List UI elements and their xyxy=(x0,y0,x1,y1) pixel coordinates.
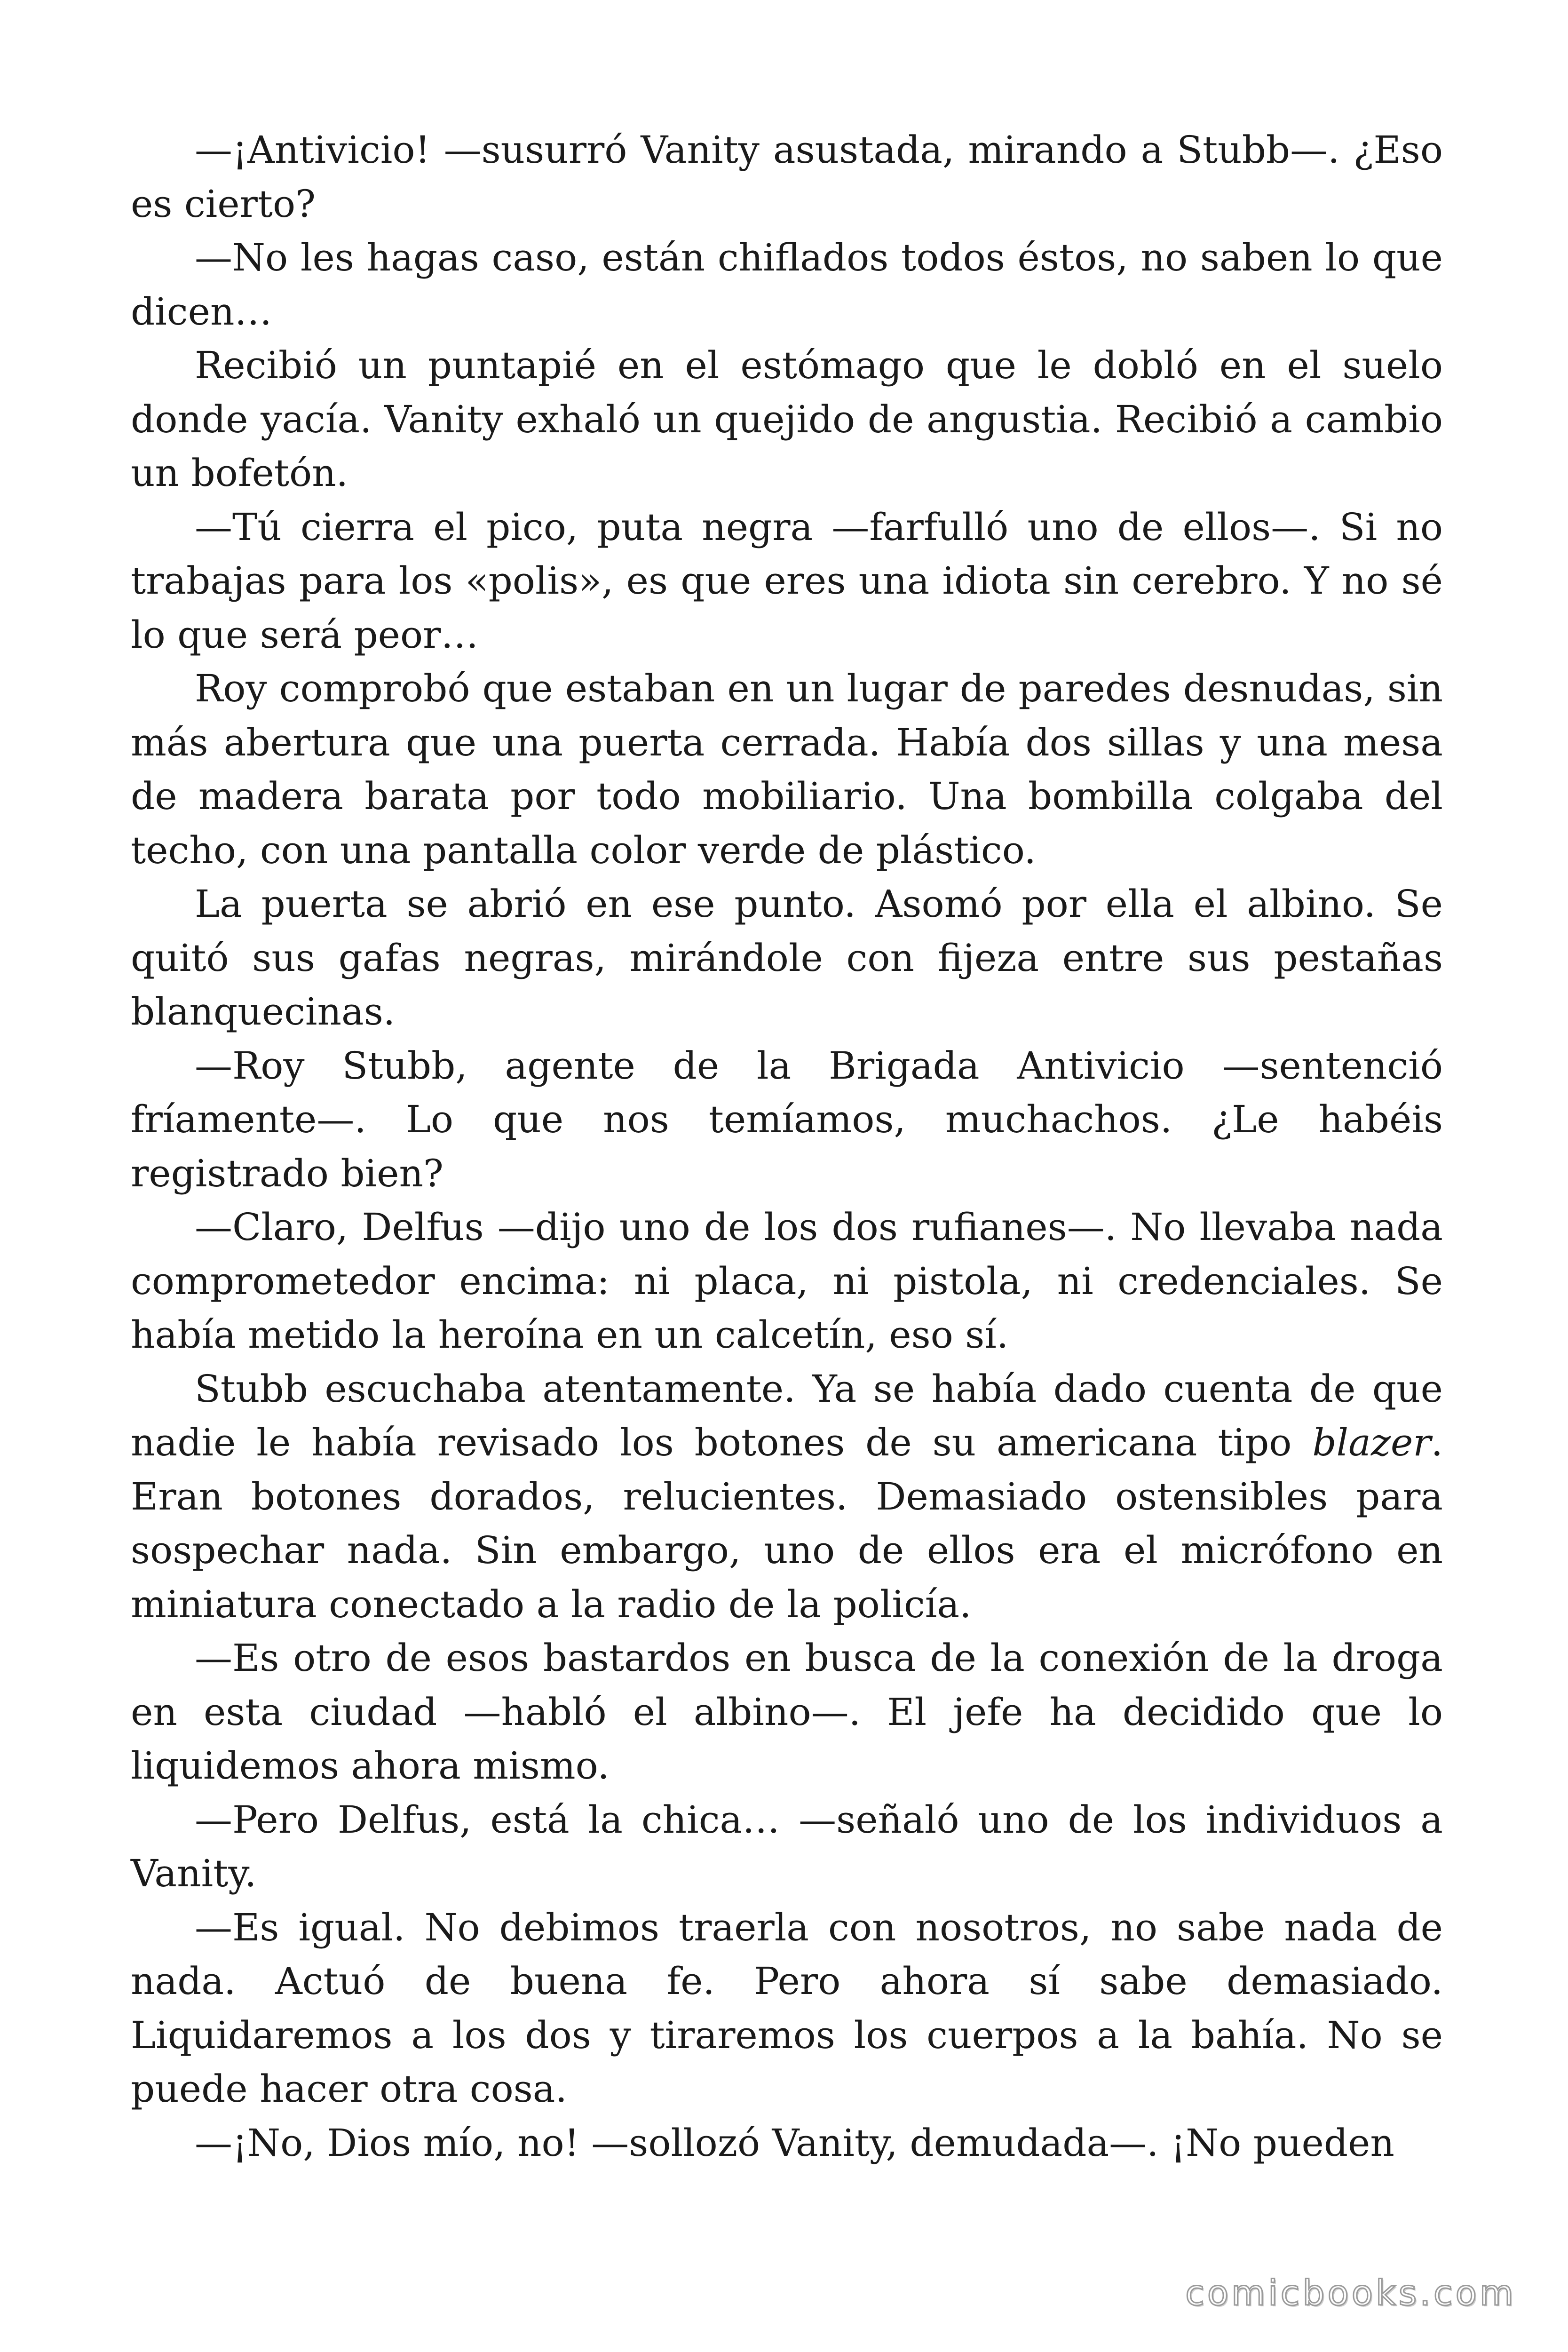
paragraph-4: —Tú cierra el pico, puta negra —farfulló uno de ellos—. Si no trabajas para los «polis», es que eres una idiota sin cerebro. Y no sé lo que será peor… xyxy=(131,505,1443,657)
paragraph-9 xyxy=(131,1362,1443,1632)
paragraph-5: Roy comprobó que estaban en un lugar de paredes desnudas, sin más abertura que una puerta cerrada. Había dos sillas y una mesa de madera barata por todo mobiliario. Una bombilla colgaba del techo, con una pantalla color verde de plástico. xyxy=(131,667,1443,872)
paragraph-9-start: Stubb escuchaba atentamente. Ya se había dado cuenta de que nadie le había revisado los botones de su americana tipo xyxy=(131,1367,1443,1464)
paragraph-10: —Es otro de esos bastardos en busca de la conexión de la droga en esta ciudad —habló el albino—. El jefe ha decidido que lo liquidemos ahora mismo. xyxy=(131,1636,1443,1788)
paragraph-8: —Claro, Delfus —dijo uno de los dos rufianes—. No llevaba nada comprometedor encima: ni placa, ni pistola, ni credenciales. Se había metido la heroína en un calcetín, eso sí. xyxy=(131,1205,1443,1357)
paragraph-3: Recibió un puntapié en el estómago que le dobló en el suelo donde yacía. Vanity exhaló un quejido de angustia. Recibió a cambio un bofetón. xyxy=(131,343,1443,495)
paragraph-13: —¡No, Dios mío, no! —sollozó Vanity, demudada—. ¡No pueden xyxy=(195,2121,1394,2165)
paragraph-12: —Es igual. No debimos traerla con nosotros, no sabe nada de nada. Actuó de buena fe. Pero ahora sí sabe demasiado. Liquidaremos a los dos y tiraremos los cuerpos a la bahía. No se puede hacer otra cosa. xyxy=(131,1905,1443,2111)
paragraph-2: —No les hagas caso, están chiflados todos éstos, no saben lo que dicen… xyxy=(131,236,1443,334)
paragraph-11: —Pero Delfus, está la chica… —señaló uno de los individuos a Vanity. xyxy=(131,1797,1443,1895)
site-watermark: comicbooks.com xyxy=(1185,2273,1516,2313)
paragraph-9-end: . Eran botones dorados, relucientes. Demasiado ostensibles para sospechar nada. Sin embargo, uno de ellos era el micrófono en miniatura conectado a la radio de la policía. xyxy=(131,1421,1443,1626)
body-text xyxy=(131,123,1443,2170)
paragraph-1: —¡Antivicio! —susurró Vanity asustada, mirando a Stubb—. ¿Eso es cierto? xyxy=(131,128,1443,226)
paragraph-6: La puerta se abrió en ese punto. Asomó por ella el albino. Se quitó sus gafas negras, mirándole con fijeza entre sus pestañas blanquecinas. xyxy=(131,882,1443,1033)
paragraph-7: —Roy Stubb, agente de la Brigada Antivicio —sentenció fríamente—. Lo que nos temíamos, muchachos. ¿Le habéis registrado bien? xyxy=(131,1043,1443,1195)
paragraph-9-italic-word: blazer xyxy=(1312,1421,1431,1464)
